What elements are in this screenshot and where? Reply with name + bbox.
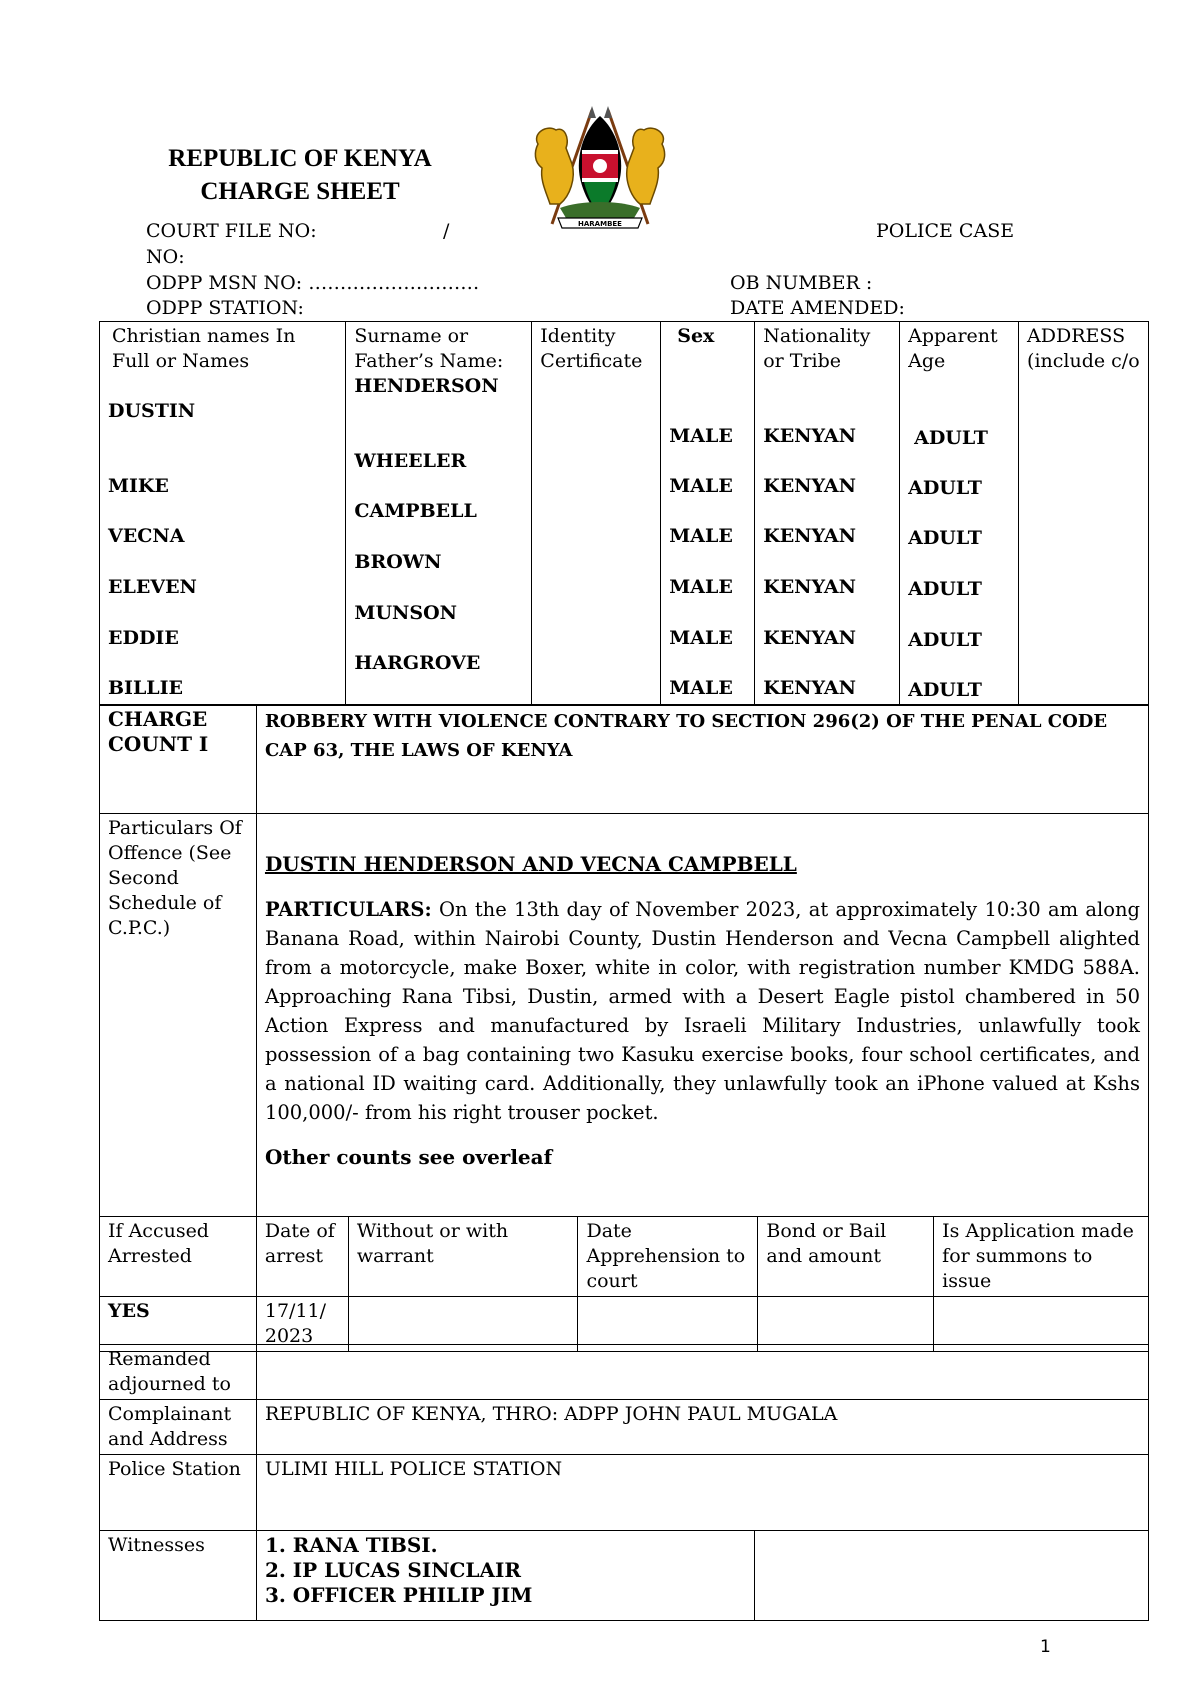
date-amended-label: DATE AMENDED:: [730, 297, 905, 319]
charge-table: [99, 704, 1149, 1217]
page-number: 1: [1040, 1637, 1051, 1657]
crest-motto: HARAMBEE: [578, 220, 622, 228]
accused-sex-2: MALE: [669, 475, 733, 497]
accused-nationality-4: KENYAN: [763, 576, 857, 598]
if-arrested-header: If Accused Arrested: [100, 1217, 257, 1297]
accused-age-2: ADULT: [908, 477, 982, 499]
witness-item: 1. RANA TIBSI.: [264, 1533, 438, 1557]
bond-header: Bond or Bail and amount: [758, 1217, 934, 1297]
charge-text: ROBBERY WITH VIOLENCE CONTRARY TO SECTION 296(2) OF THE PENAL CODE CAP 63, THE LAWS OF KENYA: [256, 705, 1148, 814]
accused-age-5: ADULT: [908, 629, 982, 651]
accused-name-4: ELEVEN: [108, 576, 197, 598]
accused-sex-3: MALE: [669, 525, 733, 547]
accused-sex-5: MALE: [669, 627, 733, 649]
particulars-label-bold: PARTICULARS:: [264, 898, 432, 921]
accused-nationality-3: KENYAN: [763, 525, 857, 547]
title-line-2: CHARGE SHEET: [200, 178, 400, 205]
date-of-arrest-value: 17/11/ 2023: [256, 1297, 348, 1352]
accused-nationality-5: KENYAN: [763, 627, 857, 649]
accused-sex-6: MALE: [669, 677, 733, 699]
if-arrested-value: YES: [100, 1297, 257, 1352]
particulars-paragraph: [265, 895, 1140, 1127]
accused-surname-3: CAMPBELL: [354, 500, 477, 522]
accused-surname-1: HENDERSON: [354, 375, 499, 397]
particulars-accused-heading: DUSTIN HENDERSON AND VECNA CAMPBELL: [264, 852, 797, 876]
particulars-cell: [256, 814, 1148, 1217]
identity-header: Identity Certificate: [540, 325, 643, 372]
accused-surname-5: MUNSON: [354, 602, 458, 624]
accused-name-3: VECNA: [108, 525, 185, 547]
accused-surname-6: HARGROVE: [354, 652, 481, 674]
nationality-column: [755, 322, 900, 706]
accused-nationality-2: KENYAN: [763, 475, 857, 497]
address-column: [1019, 322, 1149, 706]
age-column: [900, 322, 1019, 706]
complainant-value: REPUBLIC OF KENYA, THRO: ADPP JOHN PAUL MUGALA: [256, 1400, 1148, 1455]
warrant-header: Without or with warrant: [348, 1217, 578, 1297]
address-header: ADDRESS (include c/o: [1027, 325, 1140, 372]
kenya-coat-of-arms-icon: [530, 104, 670, 232]
complainant-label: Complainant and Address: [100, 1400, 257, 1455]
witness-item: 2. IP LUCAS SINCLAIR: [264, 1558, 521, 1582]
accused-surname-2: WHEELER: [354, 450, 467, 472]
court-file-separator: /: [443, 220, 450, 242]
accused-age-4: ADULT: [908, 578, 982, 600]
identity-column: [532, 322, 661, 706]
accused-nationality-6: KENYAN: [763, 677, 857, 699]
date-of-arrest-header: Date of arrest: [256, 1217, 348, 1297]
witness-item: 3. OFFICER PHILIP JIM: [264, 1583, 533, 1607]
police-station-label: Police Station: [100, 1455, 257, 1531]
document-title: [150, 142, 450, 208]
witnesses-empty-cell: [755, 1531, 1149, 1621]
names-header: Christian names In Full or Names: [112, 325, 296, 372]
arrest-table: [99, 1216, 1149, 1352]
sex-column: [661, 322, 755, 706]
date-apprehension-header: Date Apprehension to court: [578, 1217, 758, 1297]
sex-header: Sex: [677, 325, 715, 347]
police-case-label: POLICE CASE: [876, 220, 1015, 242]
surname-column: [346, 322, 532, 706]
accused-sex-4: MALE: [669, 576, 733, 598]
odpp-msn-label: ODPP MSN NO: ………………………: [146, 272, 480, 294]
remanded-value: [256, 1345, 1148, 1400]
details-table: [99, 1344, 1149, 1621]
accused-sex-1: MALE: [669, 425, 733, 447]
names-column: [100, 322, 346, 706]
accused-age-3: ADULT: [908, 527, 982, 549]
witnesses-list-cell: [256, 1531, 755, 1621]
surname-header: Surname or Father’s Name:: [354, 325, 504, 372]
accused-table: [99, 321, 1149, 706]
accused-name-5: EDDIE: [108, 627, 179, 649]
accused-name-2: MIKE: [108, 475, 169, 497]
accused-name-1: DUSTIN: [108, 400, 196, 422]
accused-name-6: BILLIE: [108, 677, 184, 699]
charge-count-label: CHARGE COUNT I: [100, 705, 257, 814]
odpp-station-label: ODPP STATION:: [146, 297, 304, 319]
witnesses-label: Witnesses: [100, 1531, 257, 1621]
police-station-value: ULIMI HILL POLICE STATION: [256, 1455, 1148, 1531]
remanded-label: Remanded adjourned to: [100, 1345, 257, 1400]
accused-age-1: ADULT: [914, 427, 988, 449]
police-case-no-label: NO:: [146, 246, 185, 268]
court-file-label: COURT FILE NO:: [146, 220, 317, 242]
ob-number-label: OB NUMBER :: [730, 272, 873, 294]
particulars-label: Particulars Of Offence (See Second Schedule of C.P.C.): [100, 814, 257, 1217]
accused-age-6: ADULT: [908, 679, 982, 701]
summons-header: Is Application made for summons to issue: [934, 1217, 1149, 1297]
particulars-body: On the 13th day of November 2023, at approximately 10:30 am along Banana Road, within Nairobi County, Dustin Henderson and Vecna Campbell alighted from a motorcycle, make Boxer, white in color, with registration number KMDG 588A. Approaching Rana Tibsi, Dustin, armed with a Desert Eagle pistol chambered in 50 Action Express and manufactured by Israeli Military Industries, unlawfully took possession of a bag containing two Kasuku exercise books, four school certificates, and a national ID waiting card. Additionally, they unlawfully took an iPhone valued at Kshs 100,000/- from his right trouser pocket.: [264, 898, 1140, 1124]
nationality-header: Nationality or Tribe: [763, 325, 871, 372]
other-counts-note: Other counts see overleaf: [264, 1145, 553, 1169]
accused-surname-4: BROWN: [354, 551, 442, 573]
witnesses-list: [265, 1533, 747, 1608]
age-header: Apparent Age: [908, 325, 998, 372]
accused-nationality-1: KENYAN: [763, 425, 857, 447]
title-line-1: REPUBLIC OF KENYA: [168, 145, 432, 172]
